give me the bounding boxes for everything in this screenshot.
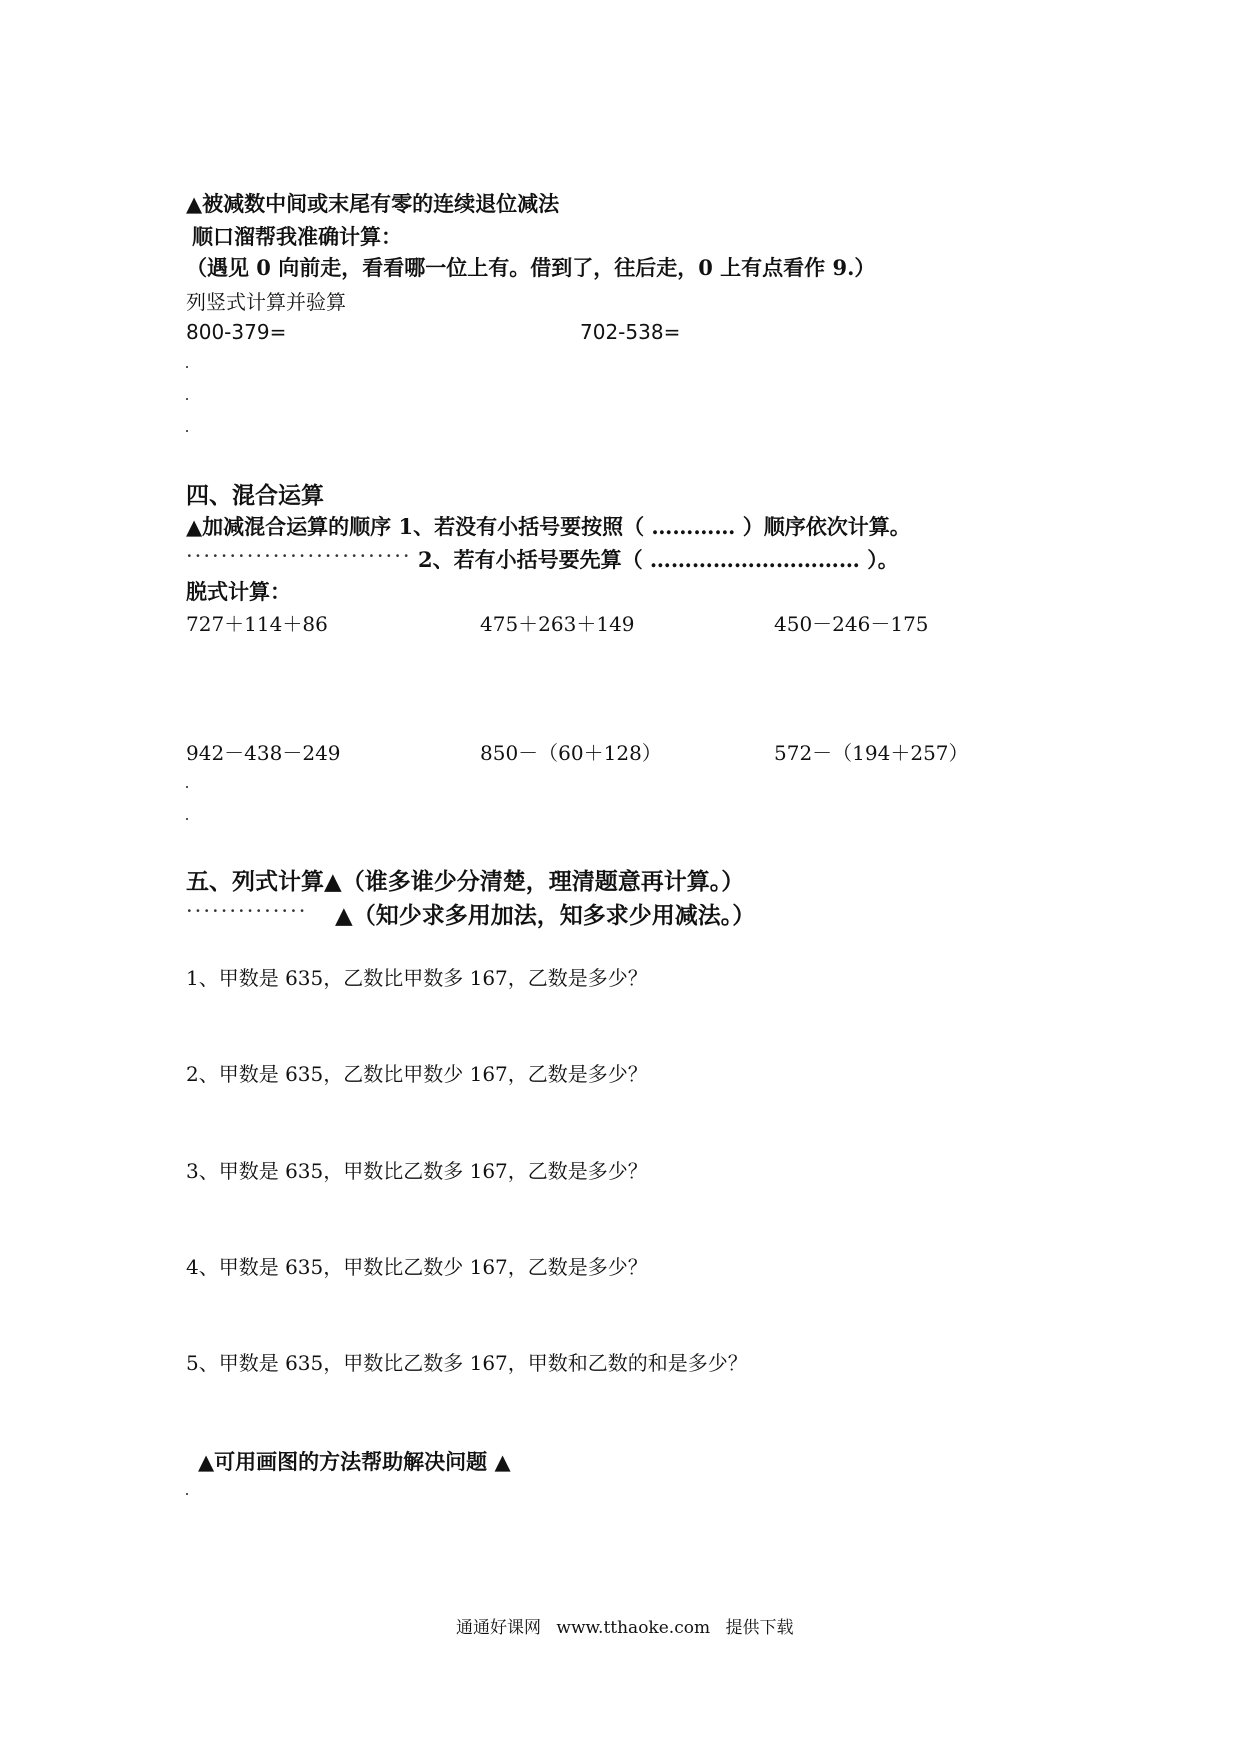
expression-850: 850－（60＋128） — [480, 741, 662, 765]
problem-800-379: 800-379= — [186, 320, 287, 344]
section5-title: 五、列式计算▲（谁多谁少分清楚，理清题意再计算。） — [186, 868, 745, 895]
section4-title: 四、混合运算 — [186, 482, 324, 509]
step-calc-instruction: 脱式计算： — [186, 579, 291, 604]
problem-702-538: 702-538= — [580, 320, 681, 344]
speck — [186, 1493, 188, 1495]
footer-site-name: 通通好课网 — [456, 1618, 541, 1638]
word-problem-1: 1、甲数是 635，乙数比甲数多 167，乙数是多少？ — [186, 966, 648, 990]
expression-942: 942－438－249 — [186, 741, 341, 765]
word-problem-5: 5、甲数是 635，甲数比乙数多 167，甲数和乙数的和是多少？ — [186, 1351, 748, 1375]
speck — [186, 818, 188, 820]
expression-475: 475＋263＋149 — [480, 612, 635, 636]
speck — [186, 366, 188, 368]
speck — [186, 398, 188, 400]
expression-572: 572－（194＋257） — [774, 741, 969, 765]
speck — [186, 430, 188, 432]
word-problem-4: 4、甲数是 635，甲数比乙数少 167，乙数是多少？ — [186, 1255, 648, 1279]
rhyme-label: 顺口溜帮我准确计算： — [192, 224, 402, 249]
speck — [186, 786, 188, 788]
expression-727: 727＋114＋86 — [186, 612, 328, 636]
indent-dots: ·························· — [186, 544, 412, 568]
vertical-calc-instruction: 列竖式计算并验算 — [186, 290, 346, 314]
footer-url[interactable]: www.tthaoke.com — [556, 1618, 711, 1638]
order-rule-1: ▲加减混合运算的顺序 1、若没有小括号要按照（ ………… ）顺序依次计算。 — [186, 514, 911, 539]
footer-suffix: 提供下载 — [725, 1618, 794, 1638]
footer — [456, 1613, 793, 1638]
word-problem-3: 3、甲数是 635，甲数比乙数多 167，乙数是多少？ — [186, 1159, 648, 1183]
section3-title: ▲被减数中间或末尾有零的连续退位减法 — [186, 191, 560, 216]
section5-hint: ▲（知少求多用加法，知多求少用减法。） — [335, 902, 756, 929]
drawing-tip: ▲可用画图的方法帮助解决问题 ▲ — [198, 1449, 511, 1474]
indent-dots: ·············· — [186, 899, 308, 923]
rhyme-text: （遇见 0 向前走，看看哪一位上有。借到了，往后走，0 上有点看作 9.） — [186, 255, 876, 280]
word-problem-2: 2、甲数是 635，乙数比甲数少 167，乙数是多少？ — [186, 1062, 648, 1086]
expression-450: 450－246－175 — [774, 612, 929, 636]
order-rule-2: 2、若有小括号要先算（ ………………………… ）。 — [418, 547, 899, 572]
